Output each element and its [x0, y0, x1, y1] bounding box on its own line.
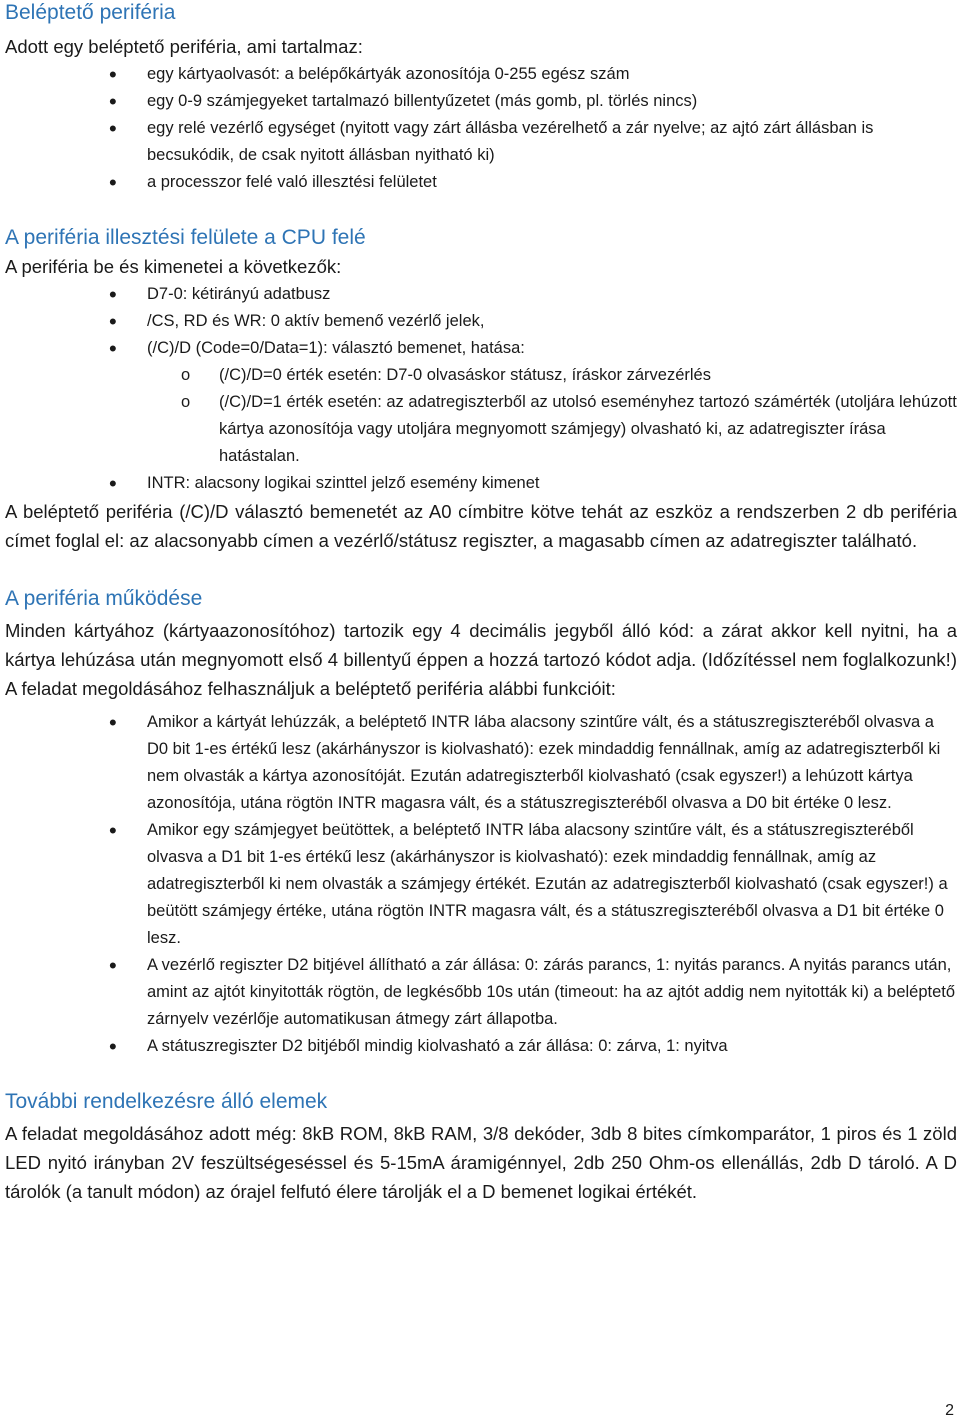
list-item: • egy kártyaolvasót: a belépőkártyák azonosítója 0-255 egész szám — [5, 61, 957, 88]
list-item: • /CS, RD és WR: 0 aktív bemenő vezérlő jelek, — [5, 308, 957, 335]
list-item: • D7-0: kétirányú adatbusz — [5, 281, 957, 308]
s1-intro: Adott egy beléptető periféria, ami tartalmaz: — [5, 36, 363, 57]
s2-intro: A periféria be és kimenetei a következők: — [5, 256, 342, 277]
heading-tovabbi-elemek: További rendelkezésre álló elemek — [5, 1090, 328, 1113]
list-item: • A státuszregiszter D2 bitjéből mindig kiolvasható a zár állása: 0: zárva, 1: nyitva — [5, 1033, 957, 1060]
sub-list-item: o (/C)/D=1 érték esetén: az adatregiszterből az utolsó eseményhez tartozó számérték (utoljára lehúzott kártya azonosítója vagy utoljára megnyomott számjegy) olvasható ki, az adatregiszter írása hatástalan. — [5, 389, 957, 470]
sub-list-item: o (/C)/D=0 érték esetén: D7-0 olvasáskor státusz, íráskor zárvezérlés — [5, 362, 957, 389]
s3-list — [5, 709, 957, 1060]
list-item: • (/C)/D (Code=0/Data=1): választó bemenet, hatása: — [5, 335, 957, 362]
s1-list — [5, 61, 957, 196]
heading-beleptet-periferia: Beléptető periféria — [5, 1, 176, 24]
list-item: • egy 0-9 számjegyeket tartalmazó billentyűzetet (más gomb, pl. törlés nincs) — [5, 88, 957, 115]
s4-paragraph: A feladat megoldásához adott még: 8kB ROM, 8kB RAM, 3/8 dekóder, 3db 8 bites címkomparátor, 1 piros és 1 zöld LED nyitó irányban 2V feszültségeséssel és 5-15mA áramigénnyel, 2db 250 Ohm-os ellenállás, 2db D tároló. A D tárolók (a tanult módon) az órajel felfutó élere tárolják el a D bemenet logikai értékét. — [5, 1123, 957, 1202]
s2-sublist — [5, 362, 957, 470]
s2-list-end — [5, 470, 957, 497]
heading-periferia-mukodese: A periféria működése — [5, 587, 203, 610]
document-page — [5, 0, 957, 1206]
page-number: 2 — [945, 1402, 954, 1419]
heading-illesztesi-felulet: A periféria illesztési felülete a CPU felé — [5, 226, 366, 249]
s3-paragraph: Minden kártyához (kártyaazonosítóhoz) tartozik egy 4 decimális jegyből álló kód: a zárat akkor kell nyitni, ha a kártya lehúzása után megnyomott első 4 billentyű éppen a hozzá tartozó kódot adja. (Időzítéssel nem foglalkozunk!) A feladat megoldásához felhasználjuk a beléptető periféria alábbi funkcióit: — [5, 620, 957, 699]
list-item: • A vezérlő regiszter D2 bitjével állítható a zár állása: 0: zárás parancs, 1: nyitás parancs. A nyitás parancs után, amint az ajtót kinyitották rögtön, de legkésőbb 10s után (timeout: ha az ajtót addig nem nyitották ki) a beléptető zárnyelv vezérlője automatikusan átmegy zárt állapotba. — [5, 952, 957, 1033]
list-item: • egy relé vezérlő egységet (nyitott vagy zárt állásba vezérelhető a zár nyelve; az ajtó zárt állásban is becsukódik, de csak nyitott állásban nyitható ki) — [5, 115, 957, 169]
s2-list — [5, 281, 957, 362]
list-item: • Amikor a kártyát lehúzzák, a beléptető INTR lába alacsony szintűre vált, és a státuszregiszteréből olvasva a D0 bit 1-es értékű lesz (akárhányszor is kiolvasható): ezek mindaddig fennállnak, amíg az adatregiszterből ki nem olvasták a kártya azonosítóját. Ezután adatregiszterből kiolvasható (csak egyszer!) a lehúzott kártya azonosítója, utána rögtön INTR magasra vált, és a státuszregiszteréből olvasva a D0 bit értéke 0 lesz. — [5, 709, 957, 817]
list-item: • Amikor egy számjegyet beütöttek, a beléptető INTR lába alacsony szintűre vált, és a státuszregiszteréből olvasva a D1 bit 1-es értékű lesz (akárhányszor is kiolvasható): ezek mindaddig fennállnak, amíg az adatregiszterből ki nem olvasták a számjegy értékét. Ezután az adatregiszterből kiolvasható (csak egyszer!) a beütött számjegy értéke, utána rögtön INTR magasra vált, és a státuszregiszteréből olvasva a D1 bit értéke 0 lesz. — [5, 817, 957, 952]
list-item: • INTR: alacsony logikai szinttel jelző esemény kimenet — [5, 470, 957, 497]
list-item: • a processzor felé való illesztési felületet — [5, 169, 957, 196]
s2-paragraph: A beléptető periféria (/C)/D választó bemenetét az A0 címbitre kötve tehát az eszköz a rendszerben 2 db periféria címet foglal el: az alacsonyabb címen a vezérlő/státusz regiszter, a magasabb címen az adatregiszter található. — [5, 501, 957, 551]
